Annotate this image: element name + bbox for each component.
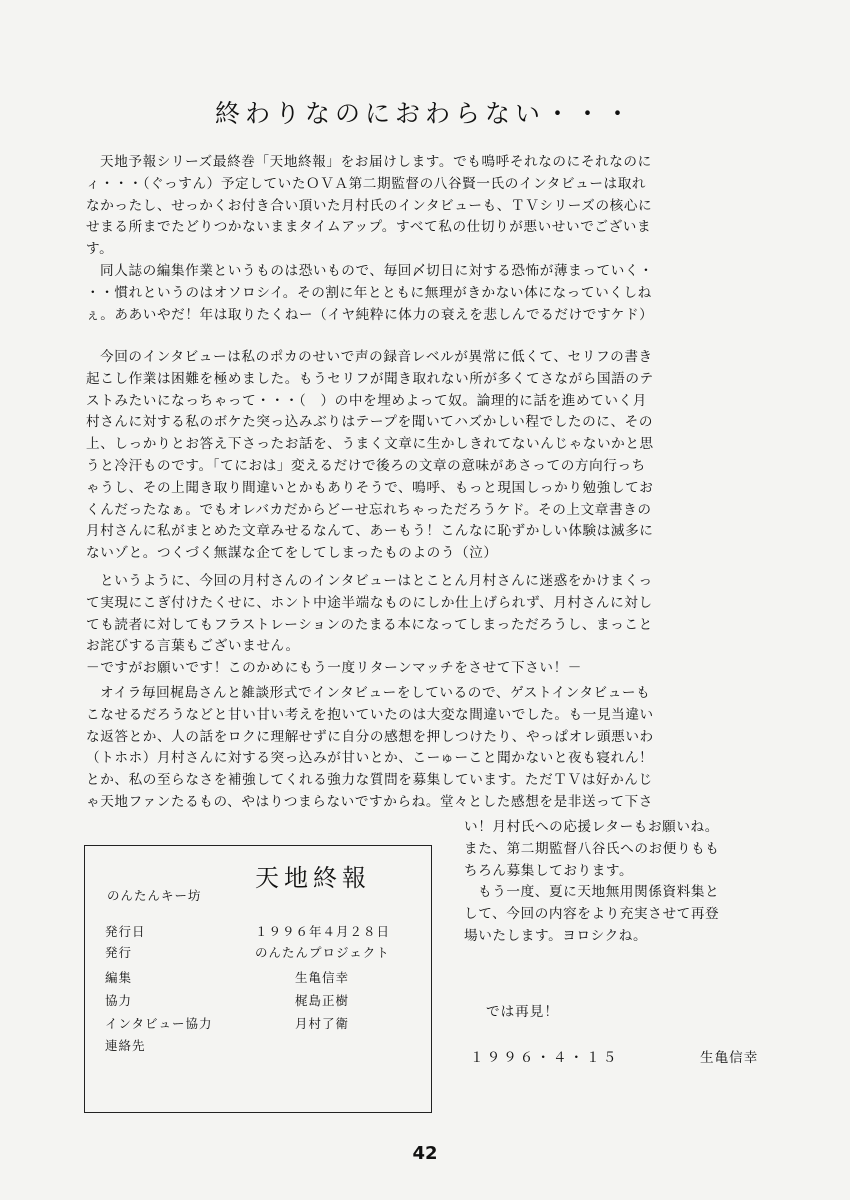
text-line: －ですがお願いです！このかめにもう一度リターンマッチをさせて下さい！－ [86, 660, 582, 677]
colophon-title: 天地終報 [255, 864, 371, 892]
colophon-label: インタビュー協力 [105, 1016, 213, 1031]
text-line: して、今回の内容をより充実させて再登 [464, 906, 720, 923]
signature-date: １９９６・４・１５ [470, 1050, 620, 1066]
text-line: 上、しっかりとお答え下さったお話を、うまく文章に生かしきれてないんじゃないかと思 [86, 436, 654, 453]
text-line: ィ・・・（ぐっすん）予定していたＯＶＡ第二期監督の八谷賢一氏のインタビューは取れ [86, 175, 647, 192]
colophon-value: のんたんプロジェクト [255, 945, 390, 960]
text-line: ゃ天地ファンたるもの、やはりつまらないですからね。堂々とした感想を是非送って下さ [86, 793, 653, 810]
paragraph-apology [86, 571, 786, 680]
text-line: す。 [86, 241, 114, 258]
paragraph-request [86, 683, 786, 814]
colophon-box [84, 845, 432, 1113]
colophon-label: 連絡先 [105, 1038, 146, 1053]
text-line: て実現にこぎ付けたくせに、ホント中途半端なものにしか仕上げられず、月村さんに対し [86, 594, 653, 611]
colophon-label: 協力 [105, 993, 133, 1008]
text-line: ゃうし、その上聞き取り間違いとかもありそうで、鳴呼、もっと現国しっかり勉強してお [86, 479, 654, 496]
text-line: 今回のインタビューは私のポカのせいで声の録音レベルが異常に低くて、セリフの書き [100, 349, 653, 365]
colophon-label: 発行日 [105, 924, 146, 939]
text-line: ・・慣れというのはオソロシイ。その割に年とともに無理がきかない体になっていくしね [86, 284, 652, 301]
colophon-label: 編集 [105, 970, 133, 985]
text-line: な返答とか、人の話をロクに理解せずに自分の感想を押しつけたり、やっぱオレ頭悪いわ [86, 728, 654, 745]
text-line: とか、私の至らなさを補強してくれる強力な質問を募集しています。ただＴＶは好かんじ [86, 772, 653, 789]
text-line: ないゾと。つくづく無謀な企てをしてしまったものよのう（泣） [86, 545, 498, 562]
text-line: なかったし、せっかくお付き合い頂いた月村氏のインタビューも、ＴＶシリーズの核心に [86, 197, 653, 214]
text-line: 天地予報シリーズ最終巻「天地終報」をお届けします。でも鳴呼それなのにそれなのに [100, 154, 652, 170]
colophon-value: 月村了衛 [295, 1016, 350, 1031]
text-line: お詫びする言葉もございません。 [86, 638, 300, 655]
text-line: うと冷汗ものです。「てにおは」変えるだけで後ろの文章の意味があさっての方向行っち [86, 457, 646, 474]
colophon-pen-name: のんたんキー坊 [107, 888, 202, 903]
text-line: ちろん募集しております。 [464, 862, 634, 879]
text-line: くんだったなぁ。でもオレバカだからどーせ忘れちゃっただろうケド。その上文章書きの [86, 501, 652, 518]
colophon-label: 発行 [105, 945, 133, 960]
paragraph-intro [86, 152, 786, 326]
signature-author: 生亀信幸 [700, 1050, 759, 1066]
text-line: もう一度、夏に天地無用関係資料集と [478, 884, 720, 901]
text-line: い！月村氏への応援レターもお願いね。 [464, 819, 719, 835]
page-title: 終わりなのにおわらない・・・ [214, 99, 635, 128]
colophon-value: １９９６年４月２８日 [255, 924, 391, 939]
page-number: 42 [412, 1143, 438, 1164]
closing-text: では再見！ [486, 1004, 559, 1020]
text-line: 村さんに対する私のボケた突っ込みぶりはテープを聞いてハズかしい程でしたのに、その [86, 414, 654, 431]
colophon-value: 生亀信幸 [295, 970, 350, 985]
colophon-value: 梶島正樹 [295, 993, 350, 1008]
text-line: というように、今回の月村さんのインタビューはとことん月村さんに迷惑をかけまくっ [100, 573, 653, 589]
text-line: ぇ。ああいやだ！年は取りたくねー（イヤ純粋に体力の衰えを悲しんでるだけですケド） [86, 306, 654, 323]
text-line: 起こし作業は困難を極めました。もうセリフが聞き取れない所が多くてさながら国語のテ [86, 370, 654, 387]
text-line: 場いたします。ヨロシクね。 [464, 927, 648, 944]
text-line: 同人誌の編集作業というものは恐いもので、毎回〆切日に対する恐怖が薄まっていく・ [100, 262, 654, 279]
text-line: 月村さんに私がまとめた文章みせるなんて、あーもう！こんなに恥ずかしい体験は滅多に [86, 523, 654, 540]
paragraph-right-column [464, 817, 794, 948]
text-line: ストみたいになっちゃって・・・（ ）の中を埋めよって奴。論理的に話を進めていく月 [86, 392, 647, 409]
text-line: せまる所までたどりつかないままタイムアップ。すべて私の仕切りが悪いせいでございま [86, 219, 652, 236]
paragraph-interview [86, 347, 786, 565]
text-line: オイラ毎回梶島さんと雑談形式でインタビューをしているので、ゲストインタビューも [100, 685, 651, 701]
text-line: ても読者に対してもフラストレーションのたまる本になってしまっただろうし、まっこと [86, 616, 653, 633]
text-line: また、第二期監督八谷氏へのお便りもも [464, 840, 720, 857]
text-line: （トホホ）月村さんに対する突っ込みが甘いとか、こーゅーこと聞かないと夜も寝れん！ [86, 750, 654, 767]
text-line: こなせるだろうなどと甘い甘い考えを抱いていたのは大変な間違いでした。も一見当違い [86, 706, 654, 723]
